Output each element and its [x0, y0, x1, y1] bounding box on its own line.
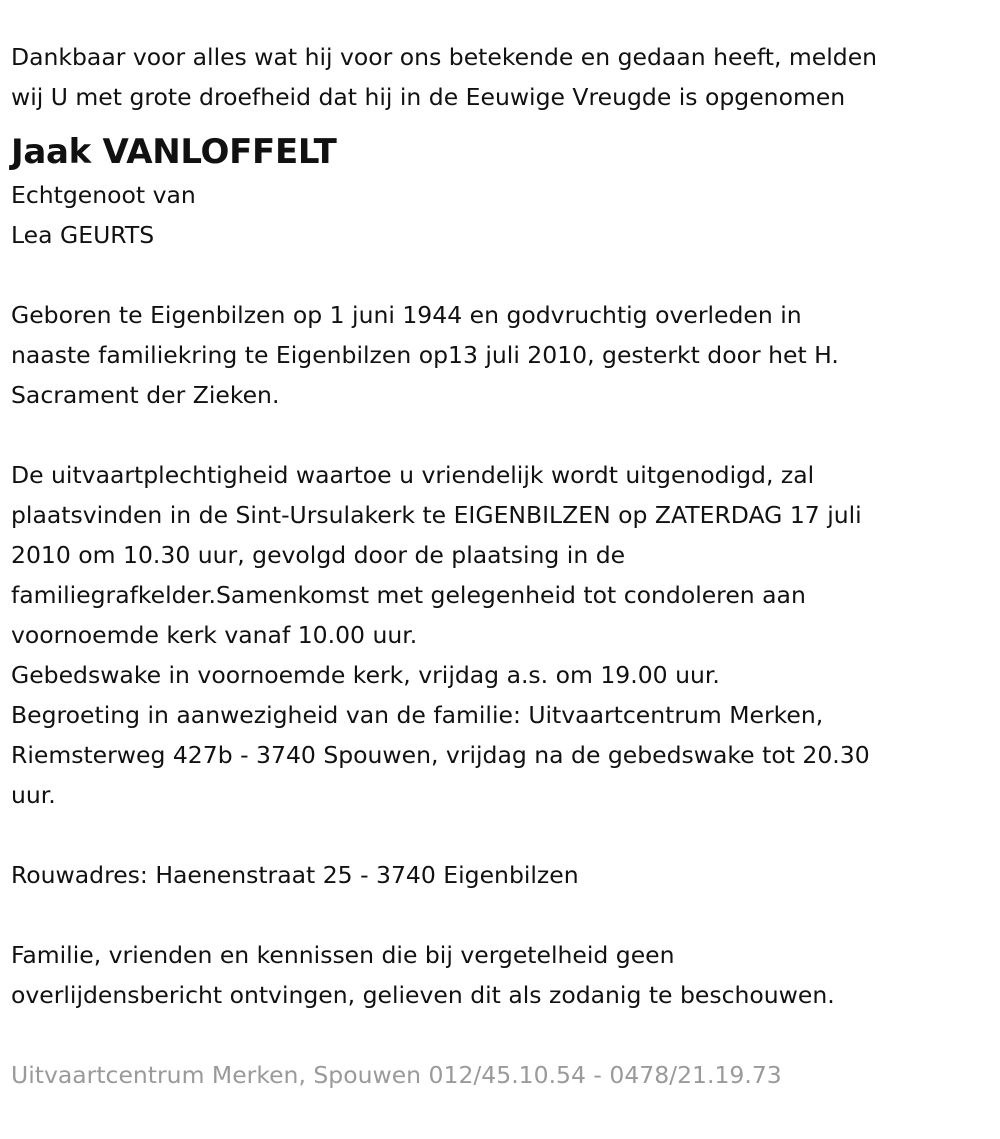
text-line: Begroeting in aanwezigheid van de familie: Uitvaartcentrum Merken, — [11, 701, 824, 729]
text-line: uur. — [11, 781, 56, 809]
intro-line: Dankbaar voor alles wat hij voor ons betekende en gedaan heeft, melden — [11, 43, 878, 71]
intro-line: wij U met grote droefheid dat hij in de Eeuwige Vreugde is opgenomen — [11, 83, 846, 111]
birth-death-paragraph — [11, 295, 1000, 415]
spouse-info — [11, 175, 1000, 255]
text-line: 2010 om 10.30 uur, gevolgd door de plaatsing in de — [11, 541, 626, 569]
notice-paragraph — [11, 935, 1000, 1015]
text-line: voornoemde kerk vanaf 10.00 uur. — [11, 621, 418, 649]
text-line: Familie, vrienden en kennissen die bij vergetelheid geen — [11, 941, 675, 969]
text-line: Riemsterweg 427b - 3740 Spouwen, vrijdag na de gebedswake tot 20.30 — [11, 741, 870, 769]
text-line: De uitvaartplechtigheid waartoe u vriendelijk wordt uitgenodigd, zal — [11, 461, 815, 489]
intro-paragraph — [11, 37, 1000, 117]
funeral-paragraph — [11, 455, 1000, 815]
text-line: naaste familiekring te Eigenbilzen op13 juli 2010, gesterkt door het H. — [11, 341, 839, 369]
text-line: plaatsvinden in de Sint-Ursulakerk te EIGENBILZEN op ZATERDAG 17 juli — [11, 501, 862, 529]
text-line: familiegrafkelder.Samenkomst met gelegenheid tot condoleren aan — [11, 581, 806, 609]
deceased-name: Jaak VANLOFFELT — [11, 132, 337, 172]
text-line: Sacrament der Zieken. — [11, 381, 280, 409]
text-line: Geboren te Eigenbilzen op 1 juni 1944 en godvruchtig overleden in — [11, 301, 802, 329]
mourning-address — [11, 855, 1000, 895]
spouse-name: Lea GEURTS — [11, 221, 155, 249]
spouse-label: Echtgenoot van — [11, 181, 196, 209]
text-line: Gebedswake in voornoemde kerk, vrijdag a.s. om 19.00 uur. — [11, 661, 720, 689]
text-line: Rouwadres: Haenenstraat 25 - 3740 Eigenbilzen — [11, 861, 579, 889]
funeral-home-footer: Uitvaartcentrum Merken, Spouwen 012/45.10.54 - 0478/21.19.73 — [11, 1061, 782, 1089]
text-line: overlijdensbericht ontvingen, gelieven dit als zodanig te beschouwen. — [11, 981, 835, 1009]
